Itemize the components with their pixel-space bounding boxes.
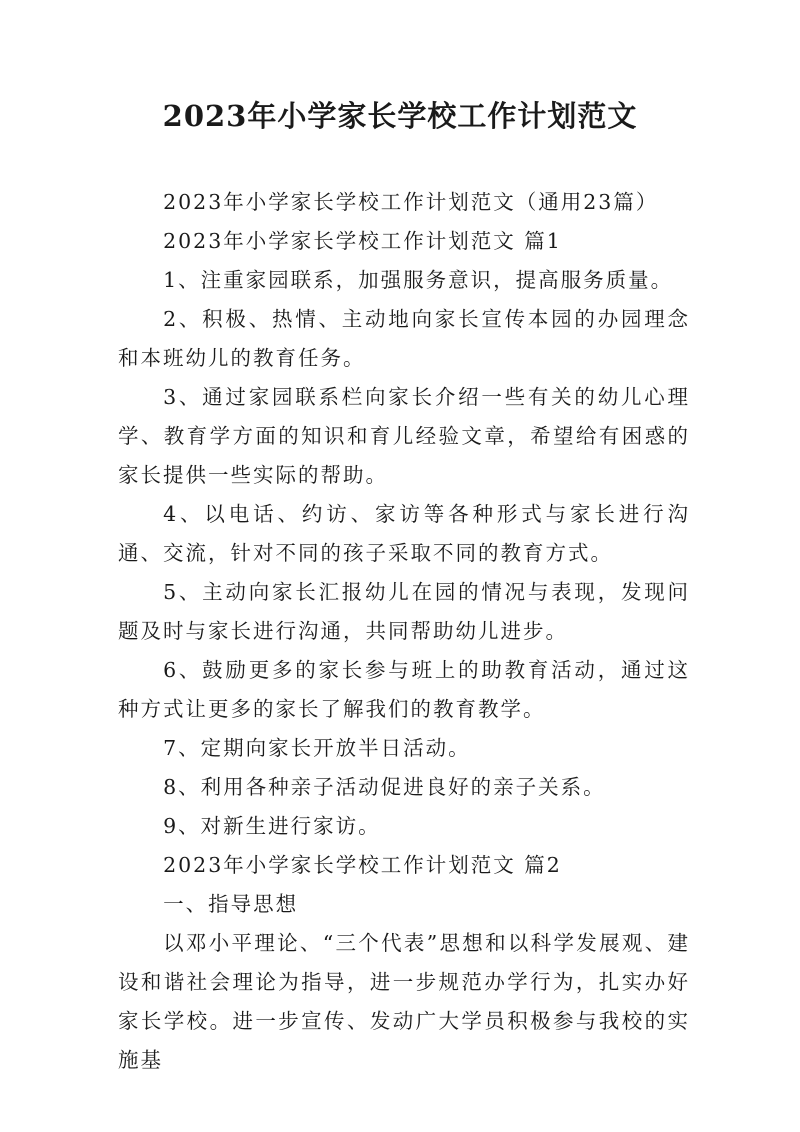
list-item-1: 1、注重家园联系，加强服务意识，提高服务质量。 xyxy=(163,268,674,292)
subsection-heading-guiding-ideology: 一、指导思想 xyxy=(163,892,299,916)
document-body xyxy=(118,183,690,1080)
body-paragraph: 以邓小平理论、“三个代表”思想和以科学发展观、建设和谐社会理论为指导，进一步规范办学行为，扎实办好家长学校。进一步宣传、发动广大学员积极参与我校的实施基 xyxy=(118,931,690,1072)
list-item-2: 2、积极、热情、主动地向家长宣传本园的办园理念和本班幼儿的教育任务。 xyxy=(118,307,690,370)
list-item-9: 9、对新生进行家访。 xyxy=(163,814,381,838)
list-item-6: 6、鼓励更多的家长参与班上的助教育活动，通过这种方式让更多的家长了解我们的教育教学。 xyxy=(118,658,690,721)
list-item-5: 5、主动向家长汇报幼儿在园的情况与表现，发现问题及时与家长进行沟通，共同帮助幼儿进步。 xyxy=(118,580,690,643)
list-item-3: 3、通过家园联系栏向家长介绍一些有关的幼儿心理学、教育学方面的知识和育儿经验文章，希望给有困惑的家长提供一些实际的帮助。 xyxy=(118,385,690,487)
list-item-4: 4、以电话、约访、家访等各种形式与家长进行沟通、交流，针对不同的孩子采取不同的教育方式。 xyxy=(118,502,690,565)
subtitle-paragraph: 2023年小学家长学校工作计划范文（通用23篇） xyxy=(163,190,659,214)
list-item-8: 8、利用各种亲子活动促进良好的亲子关系。 xyxy=(163,775,606,799)
section-heading-part-1: 2023年小学家长学校工作计划范文 篇1 xyxy=(163,229,562,253)
list-item-7: 7、定期向家长开放半日活动。 xyxy=(163,736,471,760)
section-heading-part-2: 2023年小学家长学校工作计划范文 篇2 xyxy=(163,853,562,877)
document-title: 2023年小学家长学校工作计划范文 xyxy=(162,99,638,133)
